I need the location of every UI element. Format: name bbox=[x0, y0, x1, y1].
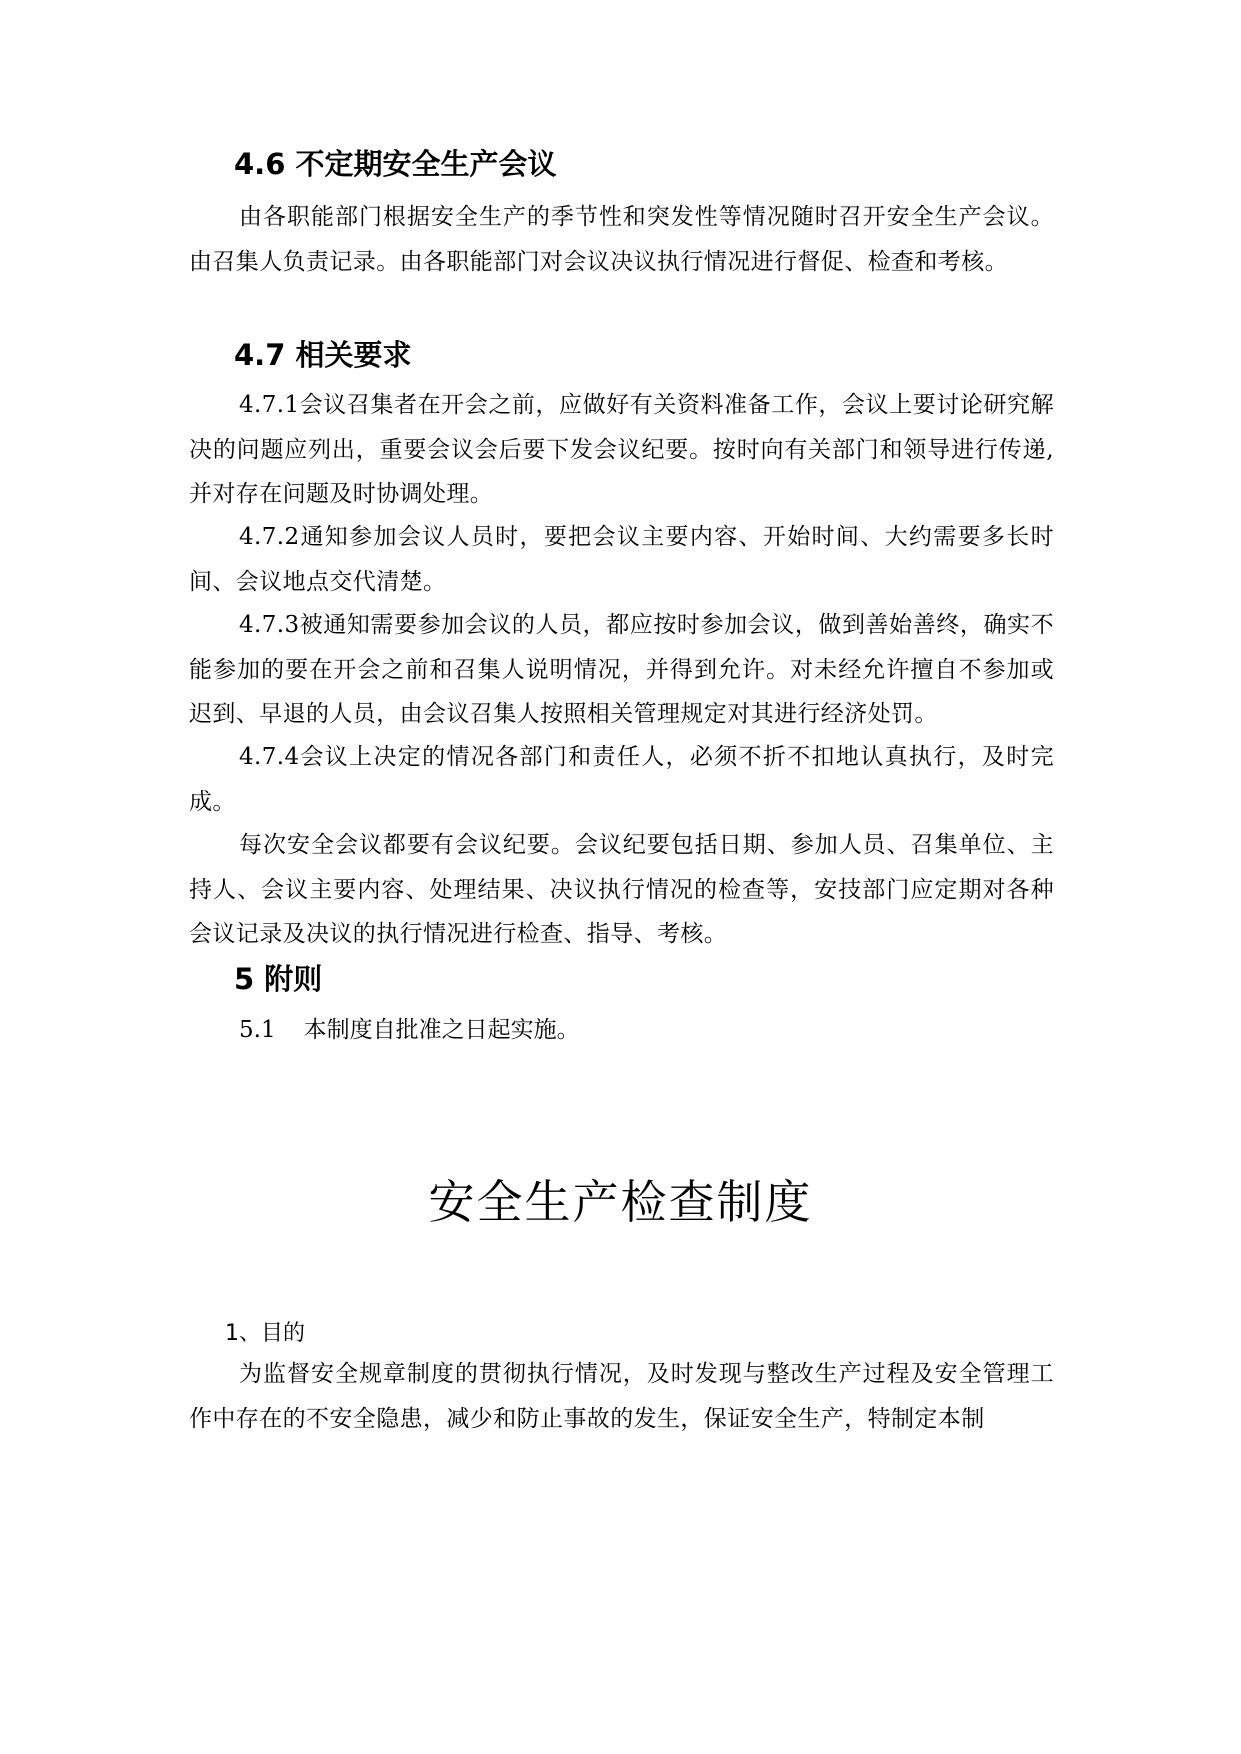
heading-4-7: 4.7 相关要求 bbox=[234, 338, 412, 372]
document-title: 安全生产检查制度 bbox=[428, 1175, 813, 1229]
heading-4-6: 4.6 不定期安全生产会议 bbox=[234, 147, 557, 181]
item-5-1-number: 5.1 bbox=[239, 1017, 276, 1043]
paragraph-4-6: 由各职能部门根据安全生产的季节性和突发性等情况随时召开安全生产会议。由召集人负责记录。由各职能部门对会议决议执行情况进行督促、检查和考核。 bbox=[189, 204, 1054, 275]
heading-5: 5 附则 bbox=[234, 962, 323, 996]
paragraph-4-7-4: 4.7.4会议上决定的情况各部门和责任人，必须不折不扣地认真执行，及时完成。 bbox=[189, 744, 1054, 815]
paragraph-meeting-minutes: 每次安全会议都要有会议纪要。会议纪要包括日期、参加人员、召集单位、主持人、会议主要内容、处理结果、决议执行情况的检查等，安技部门应定期对各种会议记录及决议的执行情况进行检查、指导、考核。 bbox=[189, 832, 1054, 947]
paragraph-purpose: 为监督安全规章制度的贯彻执行情况，及时发现与整改生产过程及安全管理工作中存在的不安全隐患，减少和防止事故的发生，保证安全生产，特制定本制 bbox=[189, 1361, 1054, 1432]
item-5-1 bbox=[239, 1008, 580, 1052]
paragraph-4-7-3: 4.7.3被通知需要参加会议的人员，都应按时参加会议，做到善始善终，确实不能参加的要在开会之前和召集人说明情况，并得到允许。对未经允许擅自不参加或迟到、早退的人员，由会议召集人按照相关管理规定对其进行经济处罚。 bbox=[189, 612, 1054, 727]
paragraph-4-7-1: 4.7.1会议召集者在开会之前，应做好有关资料准备工作，会议上要讨论研究解决的问题应列出，重要会议会后要下发会议纪要。按时向有关部门和领导进行传递,并对存在问题及时协调处理。 bbox=[189, 392, 1054, 507]
item-5-1-text: 本制度自批准之日起实施。 bbox=[303, 1017, 580, 1043]
paragraph-4-7-2: 4.7.2通知参加会议人员时，要把会议主要内容、开始时间、大约需要多长时间、会议地点交代清楚。 bbox=[189, 524, 1054, 595]
heading-purpose: 1、目的 bbox=[225, 1321, 305, 1346]
